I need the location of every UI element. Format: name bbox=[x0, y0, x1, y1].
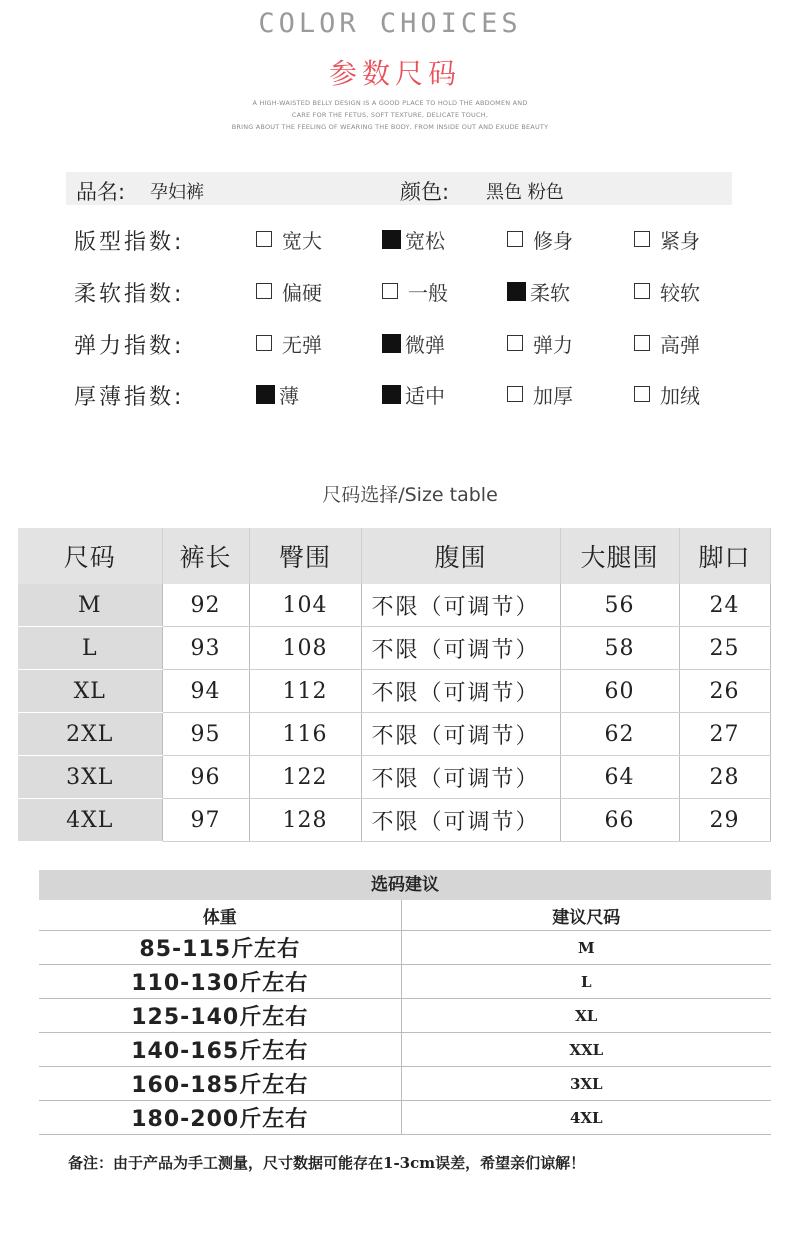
parameter-option bbox=[256, 331, 322, 355]
table-row bbox=[18, 799, 770, 842]
weight-cell: 160-185斤左右 bbox=[39, 1067, 401, 1101]
table-cell: 95 bbox=[162, 713, 249, 756]
size-table-header: 脚口 bbox=[679, 528, 770, 584]
table-cell: 29 bbox=[679, 799, 770, 842]
checkbox-icon bbox=[256, 231, 272, 247]
parameter-option-label: 宽大 bbox=[282, 228, 322, 253]
product-name-label: 品名: bbox=[76, 180, 126, 204]
table-cell: XL bbox=[18, 670, 162, 713]
suggested-size-cell: L bbox=[401, 965, 771, 999]
parameter-option-label: 偏硬 bbox=[282, 280, 322, 305]
checked-box-icon bbox=[382, 334, 401, 353]
table-cell: L bbox=[18, 627, 162, 670]
header-title-cn: 参数尺码 bbox=[328, 57, 461, 90]
parameter-option-label: 无弹 bbox=[282, 332, 322, 357]
parameter-option-label: 弹力 bbox=[533, 332, 573, 357]
parameter-row bbox=[74, 277, 754, 307]
parameter-option bbox=[634, 331, 700, 355]
table-row bbox=[39, 1101, 771, 1135]
table-cell: 108 bbox=[249, 627, 361, 670]
parameter-option-label: 加厚 bbox=[533, 383, 573, 408]
checkbox-icon bbox=[634, 335, 650, 351]
header-title-en: COLOR CHOICES bbox=[258, 8, 522, 39]
parameter-option-label: 适中 bbox=[405, 383, 445, 408]
table-row bbox=[39, 965, 771, 999]
parameter-label: 弹力指数: bbox=[74, 334, 185, 359]
size-table-header: 尺码 bbox=[18, 528, 162, 584]
table-row bbox=[39, 1033, 771, 1067]
parameter-option-label: 紧身 bbox=[660, 228, 700, 253]
size-table-header: 腹围 bbox=[361, 528, 560, 584]
size-table-header: 裤长 bbox=[162, 528, 249, 584]
recommendation-header-row bbox=[39, 900, 771, 931]
table-row bbox=[18, 670, 770, 713]
table-row bbox=[18, 756, 770, 799]
parameter-option-label: 高弹 bbox=[660, 332, 700, 357]
suggested-size-cell: XXL bbox=[401, 1033, 771, 1067]
size-table bbox=[18, 528, 771, 842]
table-cell: 112 bbox=[249, 670, 361, 713]
table-cell: 27 bbox=[679, 713, 770, 756]
parameter-option bbox=[507, 227, 573, 251]
parameter-option bbox=[634, 227, 700, 251]
table-cell: 58 bbox=[560, 627, 679, 670]
parameter-option bbox=[382, 227, 445, 251]
recommendation-table bbox=[39, 900, 771, 1135]
table-cell: 56 bbox=[560, 584, 679, 627]
table-row bbox=[39, 1067, 771, 1101]
weight-cell: 140-165斤左右 bbox=[39, 1033, 401, 1067]
parameter-option bbox=[507, 279, 570, 303]
table-cell: 116 bbox=[249, 713, 361, 756]
parameter-option-label: 加绒 bbox=[660, 383, 700, 408]
tagline-line: A HIGH-WAISTED BELLY DESIGN IS A GOOD PLACE TO HOLD THE ABDOMEN AND bbox=[252, 99, 528, 107]
checkbox-icon bbox=[634, 283, 650, 299]
checkbox-icon bbox=[256, 283, 272, 299]
table-row bbox=[39, 931, 771, 965]
parameter-row bbox=[74, 329, 754, 359]
parameter-option bbox=[256, 382, 299, 406]
parameter-option bbox=[634, 279, 700, 303]
checkbox-icon bbox=[256, 335, 272, 351]
table-cell: 不限（可调节） bbox=[361, 670, 560, 713]
measurement-note: 备注：由于产品为手工测量，尺寸数据可能存在1-3cm误差，希望亲们谅解！ bbox=[68, 1154, 586, 1172]
parameter-option-label: 一般 bbox=[408, 280, 448, 305]
table-row bbox=[18, 627, 770, 670]
checkbox-icon bbox=[507, 231, 523, 247]
checkbox-icon bbox=[382, 283, 398, 299]
parameter-option bbox=[382, 331, 445, 355]
suggested-size-header: 建议尺码 bbox=[401, 900, 771, 931]
checked-box-icon bbox=[507, 282, 526, 301]
weight-cell: 110-130斤左右 bbox=[39, 965, 401, 999]
table-cell: 92 bbox=[162, 584, 249, 627]
parameter-option-label: 宽松 bbox=[405, 228, 445, 253]
checkbox-icon bbox=[507, 386, 523, 402]
table-cell: 64 bbox=[560, 756, 679, 799]
table-cell: 128 bbox=[249, 799, 361, 842]
table-cell: 2XL bbox=[18, 713, 162, 756]
table-cell: 24 bbox=[679, 584, 770, 627]
product-name-bar bbox=[66, 172, 732, 205]
parameter-option-label: 柔软 bbox=[530, 280, 570, 305]
table-cell: 4XL bbox=[18, 799, 162, 842]
table-cell: 94 bbox=[162, 670, 249, 713]
table-cell: 62 bbox=[560, 713, 679, 756]
table-cell: 25 bbox=[679, 627, 770, 670]
table-cell: 93 bbox=[162, 627, 249, 670]
checkbox-icon bbox=[634, 386, 650, 402]
table-cell: 122 bbox=[249, 756, 361, 799]
parameter-row bbox=[74, 380, 754, 410]
checked-box-icon bbox=[382, 385, 401, 404]
table-cell: 26 bbox=[679, 670, 770, 713]
product-name-value: 孕妇裤 bbox=[150, 182, 204, 203]
table-row bbox=[39, 999, 771, 1033]
parameter-option-label: 微弹 bbox=[405, 332, 445, 357]
size-table-header: 大腿围 bbox=[560, 528, 679, 584]
suggested-size-cell: XL bbox=[401, 999, 771, 1033]
size-table-title: 尺码选择/Size table bbox=[322, 484, 498, 506]
parameter-option-label: 较软 bbox=[660, 280, 700, 305]
parameter-label: 柔软指数: bbox=[74, 282, 185, 307]
size-table-header-row bbox=[18, 528, 770, 584]
suggested-size-cell: 3XL bbox=[401, 1067, 771, 1101]
checkbox-icon bbox=[507, 335, 523, 351]
parameter-row bbox=[74, 225, 754, 255]
table-cell: 104 bbox=[249, 584, 361, 627]
product-color-value: 黑色 粉色 bbox=[486, 182, 564, 203]
parameter-option-label: 修身 bbox=[533, 228, 573, 253]
table-cell: 96 bbox=[162, 756, 249, 799]
checkbox-icon bbox=[634, 231, 650, 247]
parameter-option bbox=[256, 279, 322, 303]
table-cell: 66 bbox=[560, 799, 679, 842]
table-cell: 60 bbox=[560, 670, 679, 713]
table-cell: 不限（可调节） bbox=[361, 584, 560, 627]
parameter-option bbox=[382, 382, 445, 406]
product-color-label: 颜色: bbox=[400, 180, 450, 204]
parameter-label: 版型指数: bbox=[74, 230, 185, 255]
table-cell: 3XL bbox=[18, 756, 162, 799]
checked-box-icon bbox=[382, 230, 401, 249]
weight-cell: 180-200斤左右 bbox=[39, 1101, 401, 1135]
checked-box-icon bbox=[256, 385, 275, 404]
parameter-option-label: 薄 bbox=[279, 383, 299, 408]
parameter-option bbox=[634, 382, 700, 406]
weight-cell: 125-140斤左右 bbox=[39, 999, 401, 1033]
parameter-option bbox=[507, 382, 573, 406]
table-cell: 97 bbox=[162, 799, 249, 842]
weight-header: 体重 bbox=[39, 900, 401, 931]
size-table-header: 臀围 bbox=[249, 528, 361, 584]
suggested-size-cell: M bbox=[401, 931, 771, 965]
table-cell: 28 bbox=[679, 756, 770, 799]
parameter-label: 厚薄指数: bbox=[74, 385, 185, 410]
table-row bbox=[18, 713, 770, 756]
table-cell: 不限（可调节） bbox=[361, 799, 560, 842]
parameter-option bbox=[507, 331, 573, 355]
parameter-option bbox=[256, 227, 322, 251]
suggested-size-cell: 4XL bbox=[401, 1101, 771, 1135]
table-cell: 不限（可调节） bbox=[361, 756, 560, 799]
weight-cell: 85-115斤左右 bbox=[39, 931, 401, 965]
table-cell: 不限（可调节） bbox=[361, 627, 560, 670]
table-row bbox=[18, 584, 770, 627]
tagline-line: CARE FOR THE FETUS, SOFT TEXTURE, DELICATE TOUCH, bbox=[291, 111, 489, 119]
table-cell: 不限（可调节） bbox=[361, 713, 560, 756]
tagline-line: BRING ABOUT THE FEELING OF WEARING THE BODY, FROM INSIDE OUT AND EXUDE BEAUTY bbox=[231, 123, 549, 131]
table-cell: M bbox=[18, 584, 162, 627]
parameter-option bbox=[382, 279, 448, 303]
size-recommendation bbox=[39, 870, 771, 1135]
recommendation-title: 选码建议 bbox=[39, 870, 771, 900]
